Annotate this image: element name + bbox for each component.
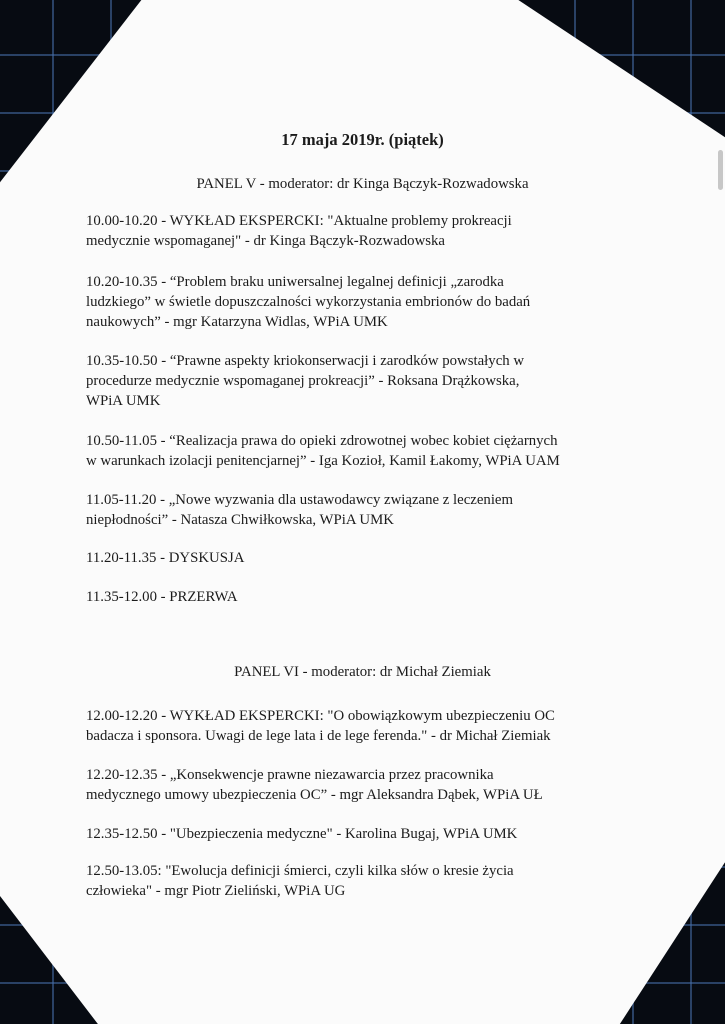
schedule-item-12-20: 12.20-12.35 - „Konsekwencje prawne niezawarcia przez pracownika medycznego umowy ubezpieczenia OC” - mgr Aleksandra Dąbek, WPiA UŁ	[86, 767, 543, 803]
date-heading: 17 maja 2019r. (piątek)	[281, 130, 444, 149]
schedule-item-12-35: 12.35-12.50 - "Ubezpieczenia medyczne" - Karolina Bugaj, WPiA UMK	[86, 826, 518, 842]
schedule-item-12-50: 12.50-13.05: "Ewolucja definicji śmierci, czyli kilka słów o kresie życia człowieka" - mgr Piotr Zieliński, WPiA UG	[86, 863, 514, 899]
schedule-item-10-50: 10.50-11.05 - “Realizacja prawa do opieki zdrowotnej wobec kobiet ciężarnych w warunkach izolacji penitencjarnej” - Iga Kozioł, Kamil Łakomy, WPiA UAM	[86, 433, 560, 469]
schedule-item-10-35: 10.35-10.50 - “Prawne aspekty kriokonserwacji i zarodków powstałych w procedurze medycznie wspomaganej prokreacji” - Roksana Drążkowska, WPiA UMK	[86, 353, 525, 409]
schedule-item-10-20: 10.20-10.35 - “Problem braku uniwersalnej legalnej definicji „zarodka ludzkiego” w świetle dopuszczalności wykorzystania embrionów do badań naukowych” - mgr Katarzyna Widlas, WPiA UMK	[86, 274, 531, 330]
panel-6-title: PANEL VI - moderator: dr Michał Ziemiak	[234, 664, 491, 680]
schedule-item-12-00: 12.00-12.20 - WYKŁAD EKSPERCKI: "O obowiązkowym ubezpieczeniu OC badacza i sponsora. Uwagi de lege lata i de lege ferenda." - dr Michał Ziemiak	[86, 708, 555, 744]
schedule-item-10-00: 10.00-10.20 - WYKŁAD EKSPERCKI: "Aktualne problemy prokreacji medycznie wspomaganej" - dr Kinga Bączyk-Rozwadowska	[86, 213, 512, 249]
schedule-item-11-20: 11.20-11.35 - DYSKUSJA	[86, 550, 245, 566]
schedule-item-11-05: 11.05-11.20 - „Nowe wyzwania dla ustawodawcy związane z leczeniem niepłodności” - Natasza Chwiłkowska, WPiA UMK	[86, 492, 514, 528]
panel-5-title: PANEL V - moderator: dr Kinga Bączyk-Rozwadowska	[196, 176, 529, 192]
schedule-item-11-35: 11.35-12.00 - PRZERWA	[86, 589, 238, 605]
